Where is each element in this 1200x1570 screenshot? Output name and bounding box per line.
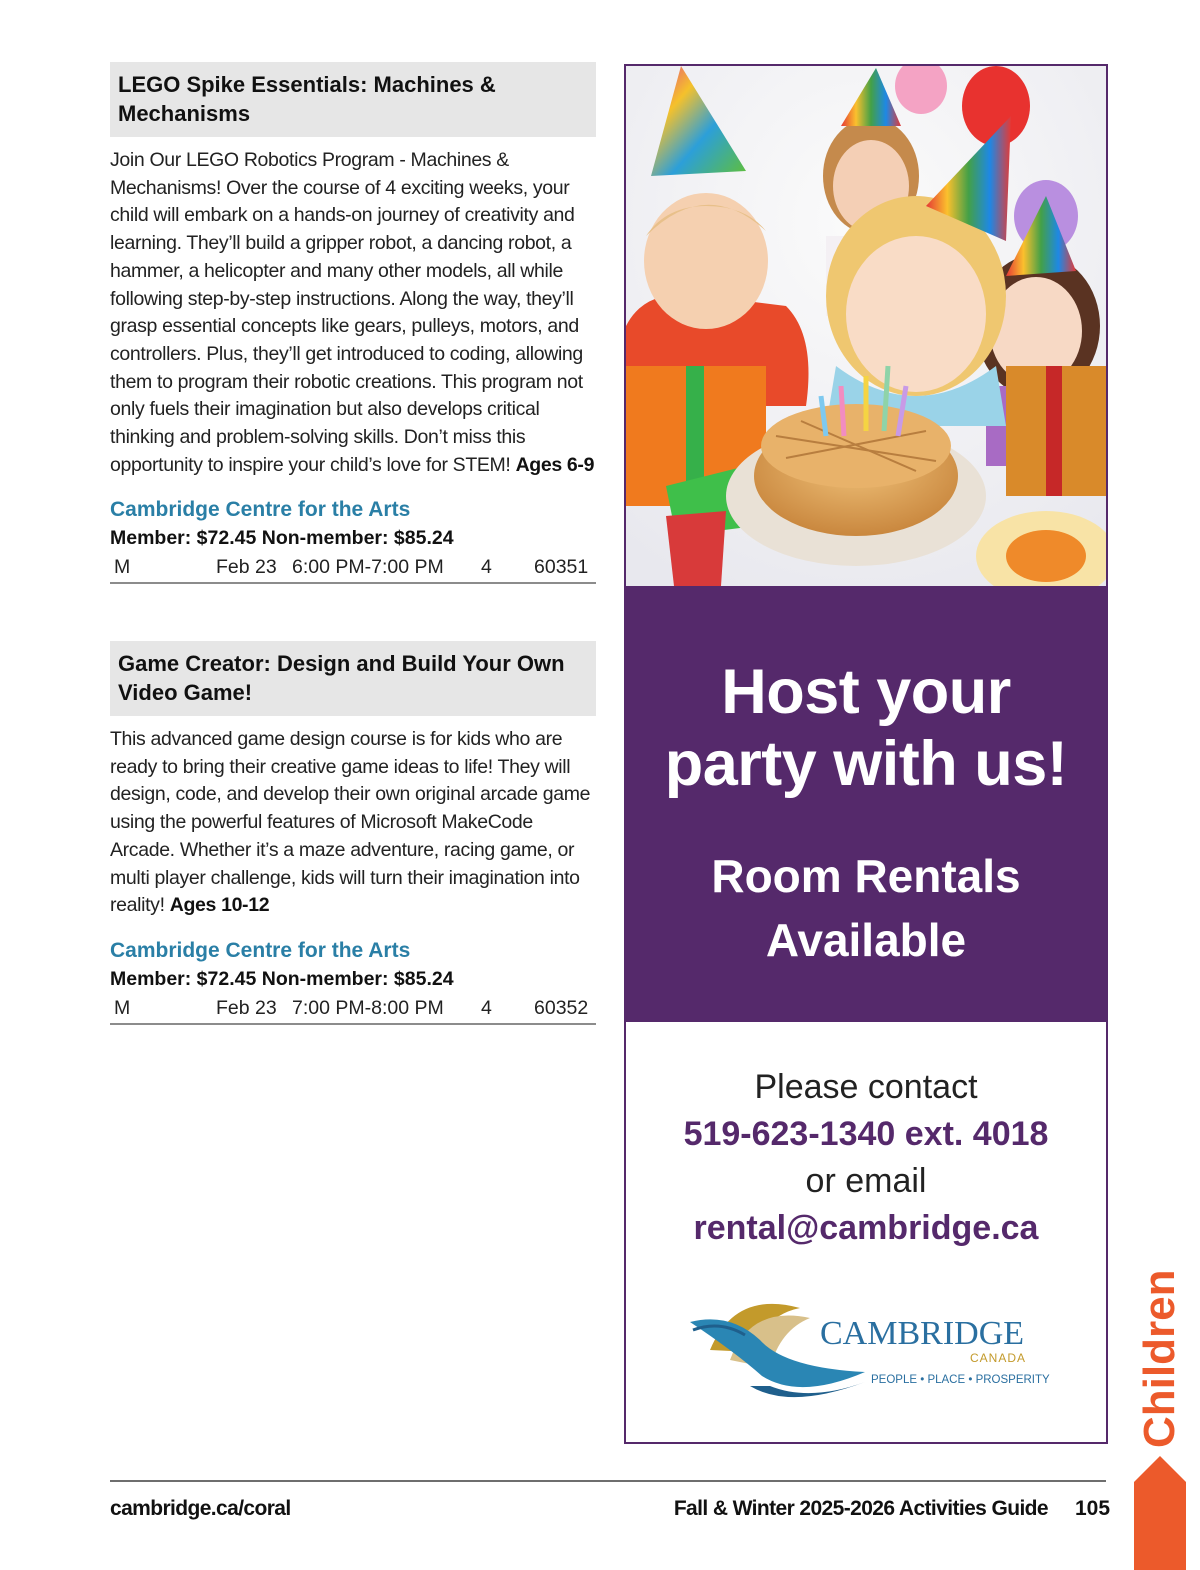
schedule-row [110, 552, 596, 584]
price-line: Member: $72.45 Non-member: $85.24 [110, 967, 454, 990]
logo-wordmark: CAMBRIDGE [820, 1315, 1025, 1352]
venue-name: Cambridge Centre for the Arts [110, 498, 411, 522]
venue-name: Cambridge Centre for the Arts [110, 938, 411, 962]
schedule-row [110, 993, 596, 1025]
ad-headline-line1: Host your [721, 657, 1011, 727]
contact-email-link[interactable]: rental@cambridge.ca [693, 1209, 1039, 1247]
section-tab-label: Children [1135, 1269, 1184, 1448]
ad-headline [626, 656, 1106, 800]
age-range: Ages 10-12 [169, 894, 270, 917]
footer-guide-title: Fall & Winter 2025-2026 Activities Guide [673, 1497, 1048, 1520]
ad-subheadline [626, 844, 1106, 972]
program-description [110, 147, 596, 479]
price-line: Member: $72.45 Non-member: $85.24 [110, 527, 454, 550]
contact-prefix: Please contact [754, 1068, 978, 1106]
program-title: Game Creator: Design and Build Your Own Video Game! [110, 641, 596, 716]
schedule-time: 7:00 PM-8:00 PM [292, 996, 444, 1019]
course-code: 60352 [534, 996, 589, 1019]
cambridge-logo [690, 1290, 1050, 1410]
schedule-day: M [114, 996, 131, 1019]
logo-country: CANADA [969, 1351, 1026, 1365]
room-rental-ad [624, 64, 1108, 1444]
schedule-date: Feb 23 [216, 996, 277, 1019]
contact-or-email: or email [805, 1162, 927, 1200]
page-number: 105 [1075, 1497, 1111, 1520]
program-listing-1 [110, 62, 596, 584]
logo-tagline: PEOPLE • PLACE • PROSPERITY [871, 1374, 1050, 1386]
ad-purple-panel [626, 586, 1106, 1022]
description-text: Join Our LEGO Robotics Program - Machines & Mechanisms! Over the course of 4 exciting weeks, your child will embark on a hands-on journey of creativity and learning. They’ll build a gripper robot, a dancing robot, a hammer, a helicopter and many other models, all while following step-by-step instructions. Along the way, they’ll grasp essential concepts like gears, pulleys, motors, and controllers. Plus, they’ll get introduced to coding, allowing them to program their robotic creations. This program not only fuels their imagination but also develops critical thinking and problem-solving skills. Don’t miss this opportunity to inspire your child’s love for STEM! [110, 149, 583, 476]
schedule-time: 6:00 PM-7:00 PM [292, 556, 444, 579]
footer-url-link[interactable]: cambridge.ca/coral [110, 1497, 291, 1520]
course-code: 60351 [534, 556, 589, 579]
footer-divider [110, 1480, 1106, 1482]
ad-sub-line2: Available [765, 914, 967, 966]
ad-contact-block [626, 1064, 1106, 1252]
age-range: Ages 6-9 [515, 453, 595, 476]
contact-phone[interactable]: 519-623-1340 ext. 4018 [683, 1115, 1049, 1153]
description-text: This advanced game design course is for kids who are ready to bring their creative game ideas to life! They will design, code, and develop their own original arcade game using the powerful features of Microsoft MakeCode Arcade. Whether it’s a maze adventure, racing game, or multi player challenge, kids will turn their imagination into reality! [110, 728, 591, 917]
birthday-party-photo [626, 66, 1106, 586]
ad-headline-line2: party with us! [664, 729, 1068, 799]
program-title: LEGO Spike Essentials: Machines & Mechanisms [110, 62, 596, 137]
ad-sub-line1: Room Rentals [711, 850, 1021, 902]
program-listing-2 [110, 641, 596, 1025]
schedule-day: M [114, 556, 131, 579]
program-description [110, 726, 596, 920]
schedule-date: Feb 23 [216, 556, 277, 579]
schedule-weeks: 4 [481, 556, 492, 579]
schedule-weeks: 4 [481, 996, 492, 1019]
